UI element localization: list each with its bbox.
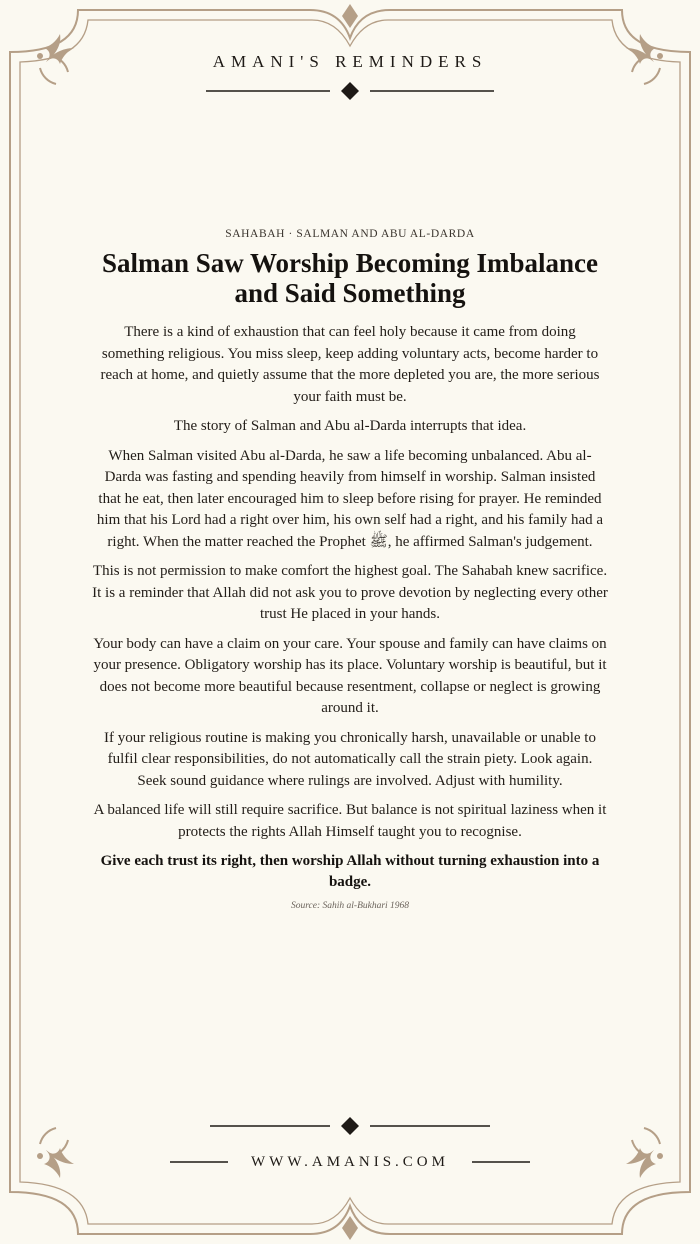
article-paragraph: This is not permission to make comfort the highest goal. The Sahabah knew sacrifice. It is a reminder that Allah did not ask you to prove devotion by neglecting every other trust He placed in your hands. xyxy=(92,563,608,622)
article-title: Salman Saw Worship Becoming Imbalance and Said Something xyxy=(101,248,599,308)
article-paragraph: The story of Salman and Abu al-Darda interrupts that idea. xyxy=(173,418,527,434)
article xyxy=(92,228,608,911)
article-paragraph: There is a kind of exhaustion that can feel holy because it came from doing something religious. You miss sleep, keep adding voluntary acts, become harder to reach at home, and quietly assume that the more depleted you are, the more serious your faith must be. xyxy=(100,324,600,405)
brand-header: AMANI'S REMINDERS xyxy=(212,52,488,71)
article-paragraph: When Salman visited Abu al-Darda, he saw a life becoming unbalanced. Abu al-Darda was fasting and spending heavily from himself in worship. Salman insisted that he eat, then later encouraged him to sleep before rising for prayer. He reminded him that his Lord had a right over him, his own self had a right, and his family had a right. When the matter reached the Prophet ﷺ, he affirmed Salman's judgement. xyxy=(96,447,604,550)
article-paragraph: Your body can have a claim on your care. Your spouse and family can have claims on your presence. Obligatory worship has its place. Voluntary worship is beautiful, but it does not become more beautiful because resentment, collapse or neglect is growing around it. xyxy=(93,635,607,716)
source-citation: Source: Sahih al-Bukhari 1968 xyxy=(290,901,410,911)
top-frame-diamond xyxy=(342,4,358,28)
closing-statement: Give each trust its right, then worship Allah without turning exhaustion into a badge. xyxy=(100,853,600,890)
article-paragraph: If your religious routine is making you chronically harsh, unavailable or unable to fulfil clear responsibilities, do not automatically call the strain piety. Look again. Seek sound guidance where rulings are involved. Adjust with humility. xyxy=(104,729,596,789)
website-url[interactable]: WWW.AMANIS.COM xyxy=(251,1154,449,1170)
diamond-icon xyxy=(341,82,359,100)
diamond-icon xyxy=(341,1117,359,1135)
article-paragraph: A balanced life will still require sacrifice. But balance is not spiritual laziness when it protects the rights Allah Himself taught you to recognise. xyxy=(93,802,607,840)
article-kicker: SAHABAH · SALMAN AND ABU AL-DARDA xyxy=(225,228,475,240)
